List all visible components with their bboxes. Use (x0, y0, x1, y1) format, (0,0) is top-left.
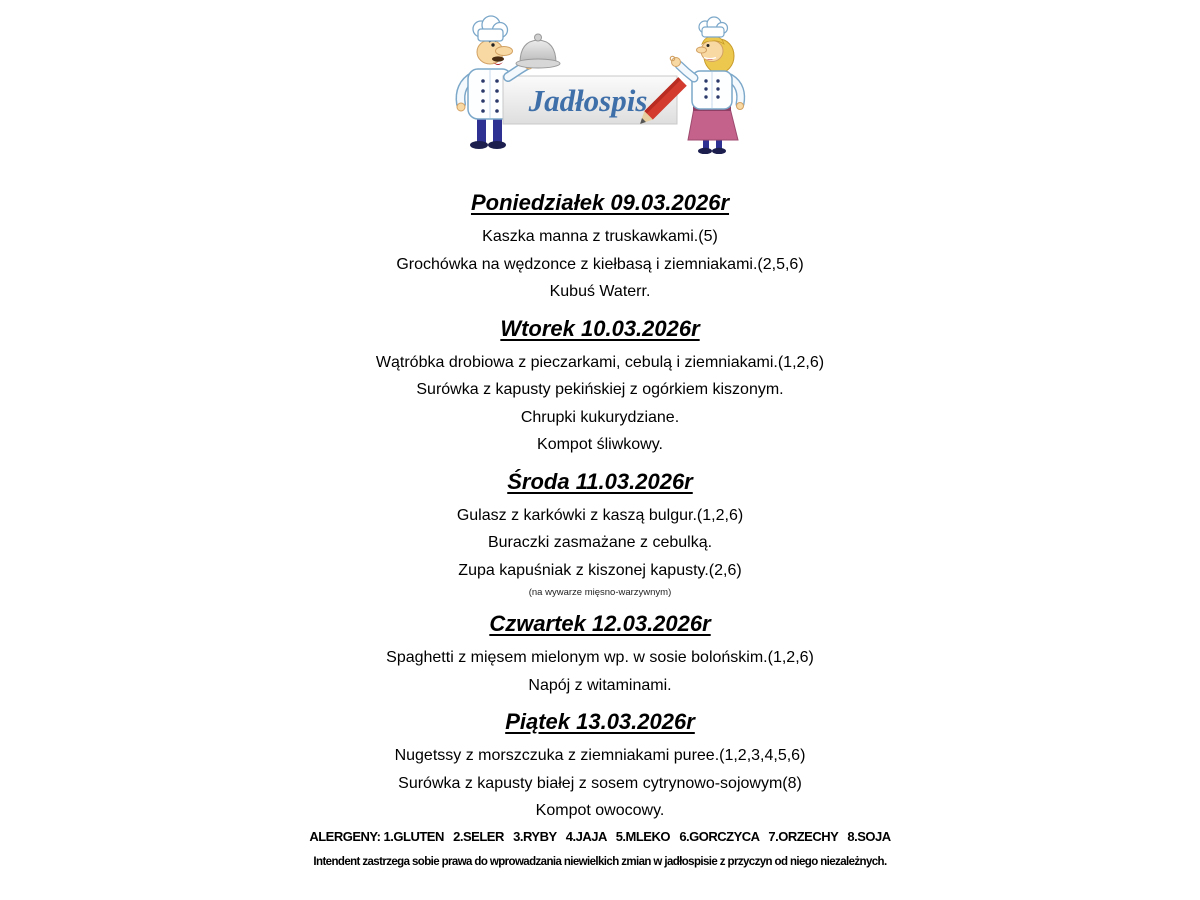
day-section (0, 190, 1200, 306)
day-heading: Poniedziałek 09.03.2026r (470, 190, 730, 215)
menu-item: Nugetssy z morszczuka z ziemniakami puree.(1,2,3,4,5,6) (394, 747, 806, 764)
menu-days (0, 190, 1200, 825)
menu-item: Wątróbka drobiowa z pieczarkami, cebulą i ziemniakami.(1,2,6) (375, 353, 825, 371)
allergens-line: ALERGENY: 1.GLUTEN 2.SELER 3.RYBY 4.JAJA 5.MLEKO 6.GORCZYCA 7.ORZECHY 8.SOJA (309, 828, 891, 844)
menu-item: Kaszka manna z truskawkami.(5) (482, 228, 718, 245)
cloche-icon (508, 34, 560, 77)
banner-title: Jadłospis (528, 83, 648, 118)
day-section (0, 469, 1200, 602)
menu-item: Spaghetti z mięsem mielonym wp. w sosie bolońskim.(1,2,6) (386, 649, 814, 666)
menu-item: Grochówka na wędzonce z kiełbasą i ziemniakami.(2,5,6) (396, 255, 804, 273)
day-heading: Wtorek 10.03.2026r (500, 315, 700, 341)
day-section (0, 316, 1200, 459)
header-illustration (450, 14, 750, 154)
menu-item: Kompot śliwkowy. (537, 436, 663, 453)
menu-item: Zupa kapuśniak z kiszonej kapusty.(2,6) (458, 561, 742, 579)
day-heading: Czwartek 12.03.2026r (489, 611, 711, 636)
menu-item: Buraczki zasmażane z cebulką. (487, 534, 713, 551)
chefs-banner-graphic (450, 14, 750, 154)
menu-item: Surówka z kapusty białej z sosem cytrynowo-sojowym(8) (398, 774, 802, 792)
menu-item: Surówka z kapusty pekińskiej z ogórkiem kiszonym. (416, 381, 784, 398)
menu-item: Kompot owocowy. (535, 802, 665, 819)
menu-item: Napój z witaminami. (528, 676, 672, 694)
day-heading: Środa 11.03.2026r (507, 468, 693, 494)
menu-item: Chrupki kukurydziane. (520, 408, 680, 426)
day-section (0, 611, 1200, 699)
menu-item: Gulasz z karkówki z kaszą bulgur.(1,2,6) (456, 506, 744, 524)
menu-item-note: (na wywarze mięsno-warzywnym) (528, 587, 672, 598)
disclaimer: Intendent zastrzega sobie prawa do wprowadzania niewielkich zmian w jadłospisie z przyczyn od niego niezależnych. (313, 855, 887, 868)
menu-item: Kubuś Waterr. (549, 283, 651, 300)
day-heading: Piątek 13.03.2026r (505, 709, 695, 734)
day-section (0, 709, 1200, 825)
